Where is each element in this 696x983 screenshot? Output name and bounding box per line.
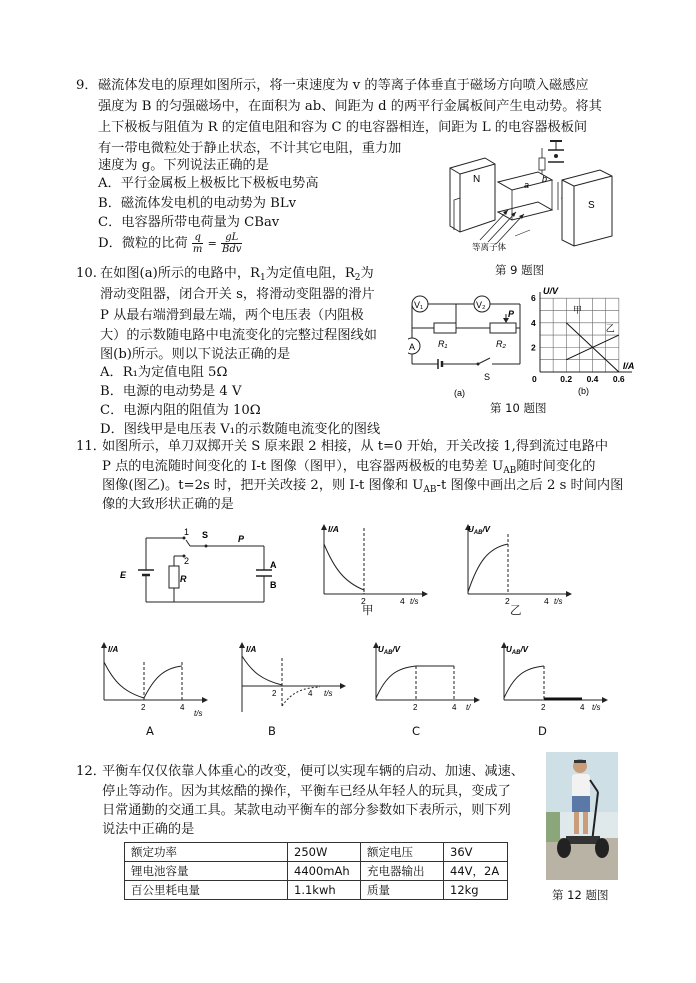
q11-graph-jia (318, 522, 428, 612)
q10-label-v2: V₂ (476, 300, 486, 310)
q10-text-line5: 图(b)所示。则以下说法正确的是 (100, 347, 291, 362)
q10-y-axis-label: U/V (543, 286, 559, 296)
svg-text:t/s: t/s (410, 597, 419, 606)
q12-text-line4: 说法中正确的是 (102, 822, 195, 837)
q10-label-b: (b) (578, 386, 589, 396)
q12-number: 12． (76, 764, 106, 779)
q9-fraction-lhs: $\frac{q}{m}$ (192, 232, 203, 255)
svg-text:I/A: I/A (328, 524, 339, 534)
q9-figure-caption: 第 9 题图 (495, 263, 545, 277)
q9-fraction-rhs: $\frac{gL}{\text{Bdv}}$ (222, 232, 242, 255)
q11-text-line3: 图像(图乙)。t=2s 时，把开关改接 2，则 I-t 图像和 $U_{AB}-t$ 图像中画出之后 2 s 时间内图 (102, 478, 624, 495)
q11-label-2: 2 (184, 556, 190, 566)
svg-text:t/s: t/s (554, 597, 563, 606)
q11-graph-yi-caption: 乙 (510, 603, 522, 617)
q9-text-line4: 有一带电微粒处于静止状态，不计其它电阻，重力加 (98, 141, 402, 156)
q11-label-p: P (238, 534, 245, 544)
q11-label-e: E (120, 570, 127, 580)
q12-figure-caption: 第 12 题图 (552, 888, 609, 902)
svg-text:4: 4 (180, 703, 185, 712)
q10-text-line4: 大）的示数随电路中电流变化的完整过程图线如 (100, 328, 377, 343)
q11-option-c-graph (370, 642, 480, 718)
table-cell: 质量 (361, 881, 444, 900)
svg-text:UAB/V: $U_{AB}/V$ (468, 525, 491, 536)
q10-option-a: A．R₁为定值电阻 5Ω (100, 365, 228, 380)
q11-graph-yi (462, 522, 572, 612)
table-cell: 锂电池容量 (125, 862, 288, 881)
q10-label-ammeter: A (409, 342, 416, 352)
q11-label-a: A (270, 560, 277, 570)
svg-text:4: 4 (580, 703, 585, 712)
table-cell: 12kg (444, 881, 508, 900)
q12-text-line1: 平衡车仅仅依靠人体重心的改变，便可以实现车辆的启动、加速、减速、 (102, 764, 524, 779)
q11-label-r: R (180, 574, 187, 584)
svg-text:2: 2 (141, 703, 146, 712)
q9-label-b: b (542, 174, 548, 184)
q10-label-a: (a) (454, 388, 465, 398)
q9-text-line5: 速度为 g。下列说法正确的是 (98, 158, 269, 173)
q10-text-line1: 在如图(a)所示的电路中，$R_1$为定值电阻，$R_2$为 (100, 266, 374, 283)
q10-label-v1: V₁ (414, 300, 424, 310)
svg-text:UAB/V: $U_{AB}/V$ (378, 645, 401, 656)
q11-text-line1: 如图所示，单刀双掷开关 S 原来跟 2 相接，从 t=0 开始，开关改接 1,得到流过电路中 (102, 439, 609, 454)
q9-mhd-generator-figure (440, 140, 620, 255)
svg-text:2: 2 (272, 689, 277, 698)
table-cell: 44V，2A (444, 862, 508, 881)
table-cell: 4400mAh (288, 862, 361, 881)
q11-option-b-graph (236, 642, 346, 718)
q11-circuit-figure (114, 526, 284, 610)
svg-text:t/s: t/s (592, 703, 601, 712)
q12-text-line3: 日常通勤的交通工具。某款电动平衡车的部分参数如下表所示，则下列 (102, 803, 511, 818)
q9-text-line3: 上下极板与阻值为 R 的定值电阻和容为 C 的电容器相连，间距为 L 的电容器极板间 (98, 120, 588, 135)
q10-option-b: B．电源的电动势是 4 V (100, 384, 242, 399)
svg-text:I/A: I/A (108, 645, 119, 654)
q10-ui-graph (524, 282, 644, 400)
x-tick-label: 0.4 (586, 374, 599, 384)
table-cell: 1.1kwh (288, 881, 361, 900)
q9-option-c: C．电容器所带电荷量为 CBav (98, 215, 280, 230)
q12-text-line2: 停止等动作。因为其炫酷的操作，平衡车已经从年轻人的玩具，变成了 (102, 784, 511, 799)
q9-number: 9． (76, 78, 98, 93)
q10-circuit-figure (408, 284, 526, 402)
y-tick-label: 4 (531, 317, 536, 328)
svg-text:2: 2 (505, 596, 510, 606)
y-tick-label: 6 (531, 293, 536, 304)
q11-option-b-label: B (268, 724, 276, 738)
q9-option-d-prefix: D．微粒的比荷 (98, 236, 188, 251)
q12-parameter-table (124, 842, 508, 900)
svg-text:4: 4 (452, 703, 457, 712)
q11-text-line4: 像的大致形状正确的是 (102, 497, 234, 512)
q10-x-axis-label: I/A (622, 361, 635, 371)
q10-option-c: C．电源内阻的阻值为 10Ω (100, 403, 261, 418)
svg-text:4: 4 (400, 596, 405, 606)
q9-label-n: N (473, 174, 481, 185)
q9-label-plasma: 等离子体 (472, 242, 507, 252)
svg-text:UAB/V: $U_{AB}/V$ (506, 645, 529, 656)
table-cell: 充电器输出 (361, 862, 444, 881)
q10-label-r2: R₂ (496, 339, 506, 349)
q11-label-b: B (270, 580, 277, 590)
q9-text-line2: 强度为 B 的匀强磁场中，在面积为 ab、间距为 d 的两平行金属板间产生电动势。将其 (98, 99, 602, 114)
q10-option-d: D．图线甲是电压表 V₁的示数随电流变化的图线 (100, 422, 381, 437)
svg-text:2: 2 (361, 596, 366, 606)
x-tick-label: 0 (532, 374, 537, 384)
q11-text-line2: P 点的电流随时间变化的 I-t 图像（图甲），电容器两极板的电势差 $U_{AB}$随时间变化的 (102, 459, 596, 476)
q9-label-s: S (588, 200, 595, 211)
q9-equals: = (207, 237, 217, 250)
x-tick-label: 0.6 (612, 374, 625, 384)
svg-text:4: 4 (308, 689, 313, 698)
q12-balance-scooter-photo (546, 752, 618, 880)
table-row (125, 881, 508, 900)
q10-figure-caption: 第 10 题图 (490, 401, 547, 415)
q9-option-b: B．磁流体发电机的电动势为 BLv (98, 196, 297, 211)
q11-option-a-graph (98, 642, 208, 718)
svg-text:4: 4 (544, 596, 549, 606)
q9-label-a: a (524, 180, 530, 190)
q11-label-1: 1 (184, 527, 190, 537)
q10-text-line3: P 从最右端滑到最左端，两个电压表（内阻极 (100, 308, 364, 323)
table-cell: 百公里耗电量 (125, 881, 288, 900)
q10-series-label-jia: 甲 (572, 304, 582, 315)
q10-label-r1: R₁ (438, 339, 448, 349)
table-cell: 36V (444, 843, 508, 862)
q11-option-a-label: A (146, 724, 154, 738)
table-cell: 额定功率 (125, 843, 288, 862)
svg-text:2: 2 (541, 703, 546, 712)
q10-text-line2: 滑动变阻器，闭合开关 s，将滑动变阻器的滑片 (100, 287, 375, 302)
y-tick-label: 2 (531, 342, 536, 353)
svg-text:t/s: t/s (194, 709, 203, 718)
q11-option-d-label: D (538, 724, 547, 738)
q10-label-s: S (484, 372, 491, 382)
svg-text:t/: t/ (466, 703, 471, 712)
q10-label-p: P (508, 309, 515, 319)
x-tick-label: 0.2 (560, 374, 573, 384)
table-row (125, 862, 508, 881)
q11-number: 11． (76, 439, 106, 454)
q9-option-a: A．平行金属板上极板比下极板电势高 (98, 176, 319, 191)
svg-text:t/s: t/s (324, 689, 333, 698)
q9-option-d (98, 230, 242, 258)
table-cell: 250W (288, 843, 361, 862)
q9-text-line1: 磁流体发电的原理如图所示，将一束速度为 v 的等离子体垂直于磁场方向喷入磁感应 (98, 78, 589, 93)
table-row (125, 843, 508, 862)
q11-option-c-label: C (412, 724, 421, 738)
svg-text:2: 2 (413, 703, 418, 712)
svg-text:I/A: I/A (246, 645, 257, 654)
q11-label-s: S (202, 530, 209, 540)
q11-option-d-graph (498, 642, 610, 718)
q10-series-label-yi: 乙 (605, 323, 615, 334)
q11-graph-jia-caption: 甲 (362, 603, 374, 617)
table-cell: 额定电压 (361, 843, 444, 862)
q10-number: 10. (76, 266, 97, 281)
